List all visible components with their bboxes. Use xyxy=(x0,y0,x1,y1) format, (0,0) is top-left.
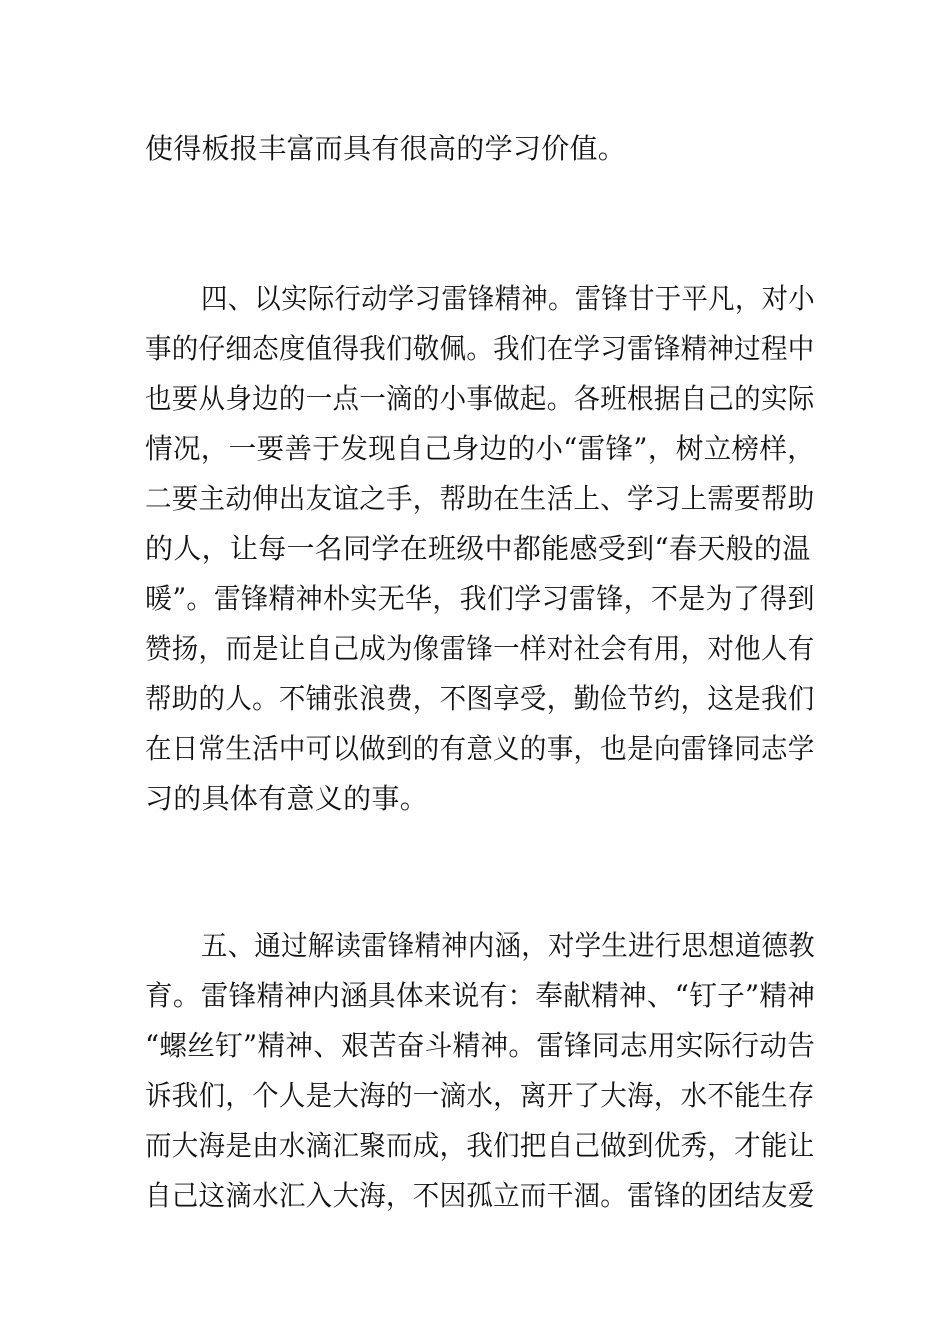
paragraph-1-line-1: 使得板报丰富而具有很高的学习价值。 xyxy=(145,132,627,165)
paragraph-2-line-8: 赞扬，而是让自己成为像雷锋一样对社会有用，对他人有 xyxy=(145,632,815,665)
paragraph-3-line-2: 育。雷锋精神内涵具体来说有：奉献精神、“钉子”精神 xyxy=(145,979,816,1012)
paragraph-2-line-7: 暖”。雷锋精神朴实无华，我们学习雷锋，不是为了得到 xyxy=(145,582,815,615)
paragraph-2-line-4: 情况，一要善于发现自己身边的小“雷锋”，树立榜样， xyxy=(145,432,816,465)
paragraph-2-line-11: 习的具体有意义的事。 xyxy=(145,782,429,815)
paragraph-2-line-3: 也要从身边的一点一滴的小事做起。各班根据自己的实际 xyxy=(145,382,815,415)
paragraph-3-line-5: 而大海是由水滴汇聚而成，我们把自己做到优秀，才能让 xyxy=(145,1129,815,1162)
paragraph-3-line-4: 诉我们，个人是大海的一滴水，离开了大海，水不能生存 xyxy=(145,1079,815,1112)
paragraph-2-line-9: 帮助的人。不铺张浪费，不图享受，勤俭节约，这是我们 xyxy=(145,682,815,715)
paragraph-3-line-1: 五、通过解读雷锋精神内涵，对学生进行思想道德教 xyxy=(201,929,815,962)
paragraph-2-line-1: 四、以实际行动学习雷锋精神。雷锋甘于平凡，对小 xyxy=(201,282,815,315)
paragraph-2-line-2: 事的仔细态度值得我们敬佩。我们在学习雷锋精神过程中 xyxy=(145,332,815,365)
paragraph-2-line-5: 二要主动伸出友谊之手，帮助在生活上、学习上需要帮助 xyxy=(145,482,815,515)
paragraph-2-line-6: 的人，让每一名同学在班级中都能感受到“春天般的温 xyxy=(145,532,811,565)
paragraph-3-line-3: “螺丝钉”精神、艰苦奋斗精神。雷锋同志用实际行动告 xyxy=(145,1029,816,1062)
paragraph-3-line-6: 自己这滴水汇入大海，不因孤立而干涸。雷锋的团结友爱 xyxy=(145,1179,815,1212)
paragraph-2-line-10: 在日常生活中可以做到的有意义的事，也是向雷锋同志学 xyxy=(145,732,815,765)
